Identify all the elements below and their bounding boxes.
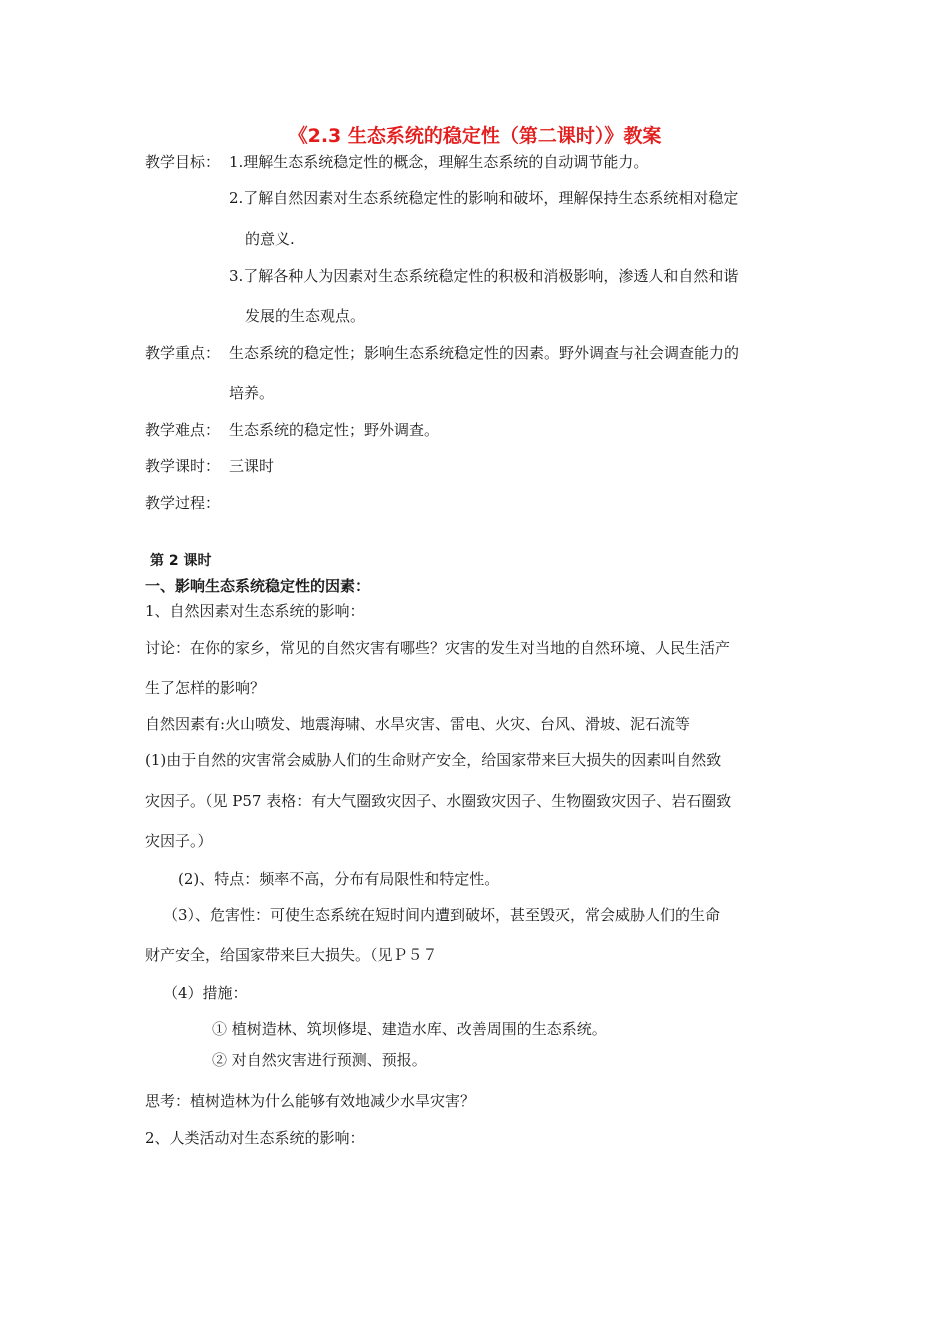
process-label: 教学过程： — [145, 494, 221, 512]
paragraph-4: （4）措施： — [163, 984, 248, 1002]
measure-2: ② 对自然灾害进行预测、预报。 — [212, 1051, 427, 1069]
difficulties-label: 教学难点： — [145, 421, 221, 439]
class-hours-label: 教学课时： — [145, 457, 221, 475]
objective-2-line-1: 2.了解自然因素对生态系统稳定性的影响和破坏，理解保持生态系统相对稳定 — [229, 189, 739, 207]
key-points-label: 教学重点： — [145, 344, 221, 362]
objectives-label: 教学目标： — [145, 153, 221, 171]
measure-1: ① 植树造林、筑坝修堤、建造水库、改善周围的生态系统。 — [212, 1020, 607, 1038]
paragraph-1-line-3: 灾因子。） — [145, 832, 213, 850]
discussion-line-1: 讨论：在你的家乡，常见的自然灾害有哪些？灾害的发生对当地的自然环境、人民生活产 — [145, 639, 731, 657]
objective-3-line-2: 发展的生态观点。 — [245, 307, 366, 325]
paragraph-1-line-1: (1)由于自然的灾害常会威胁人们的生命财产安全，给国家带来巨大损失的因素叫自然致 — [145, 751, 722, 769]
objective-2-line-2: 的意义. — [245, 230, 295, 248]
natural-factors: 自然因素有:火山喷发、地震海啸、水旱灾害、雷电、火灾、台风、滑坡、泥石流等 — [145, 715, 691, 733]
paragraph-3-line-1: （3）、危害性：可使生态系统在短时间内遭到破坏，甚至毁灭，常会威胁人们的生命 — [163, 906, 721, 924]
think-question: 思考：植树造林为什么能够有效地减少水旱灾害？ — [145, 1092, 476, 1110]
subsection-1-heading: 1、自然因素对生态系统的影响： — [145, 602, 365, 620]
objective-3-line-1: 3.了解各种人为因素对生态系统稳定性的积极和消极影响，渗透人和自然和谐 — [229, 267, 739, 285]
paragraph-3-line-2: 财产安全，给国家带来巨大损失。（见Ｐ５７ — [145, 946, 438, 964]
objective-1: 1.理解生态系统稳定性的概念，理解生态系统的自动调节能力。 — [229, 153, 649, 171]
document-title: 《2.3 生态系统的稳定性（第二课时）》教案 — [288, 125, 662, 147]
key-points-line-1: 生态系统的稳定性；影响生态系统稳定性的因素。野外调查与社会调查能力的 — [229, 344, 740, 362]
discussion-line-2: 生了怎样的影响？ — [145, 679, 266, 697]
paragraph-2: (2)、特点：频率不高，分布有局限性和特定性。 — [178, 870, 500, 888]
difficulties-text: 生态系统的稳定性；野外调查。 — [229, 421, 440, 439]
key-points-line-2: 培养。 — [229, 384, 275, 402]
lesson-heading: 第 2 课时 — [150, 553, 212, 569]
class-hours-text: 三课时 — [229, 457, 275, 475]
section-1-heading: 一、影响生态系统稳定性的因素： — [145, 577, 371, 595]
paragraph-1-line-2: 灾因子。（见 P57 表格：有大气圈致灾因子、水圈致灾因子、生物圈致灾因子、岩石圈致 — [145, 792, 732, 810]
subsection-2-heading: 2、人类活动对生态系统的影响： — [145, 1129, 365, 1147]
